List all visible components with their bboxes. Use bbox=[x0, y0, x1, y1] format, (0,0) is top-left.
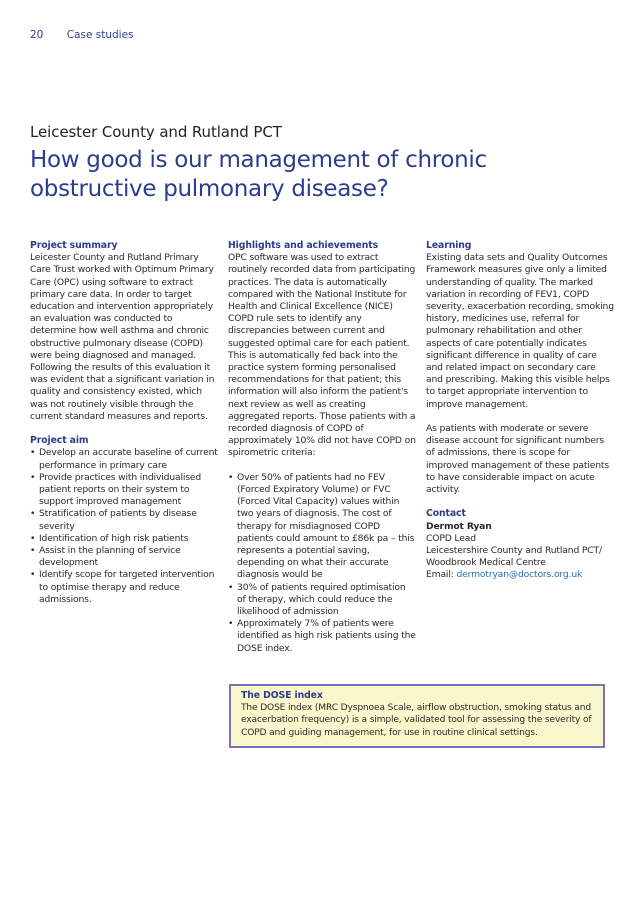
project-summary-text: Leicester County and Rutland Primary Care Trust worked with Optimum Primary Care (OPC) using software to extract primary care data. In order to target education and intervention appropriately an evaluation was conducted to determine how well asthma and chronic obstructive pulmonary disease (COPD) were being diagnosed and managed. Following the results of this evaluation it was evident that a significant variation in quality and consistency existed, which was not routinely visible through the current standard measures and reports. bbox=[30, 252, 215, 422]
list-item: • Develop an accurate baseline of current performance in primary care bbox=[30, 447, 218, 471]
page-header bbox=[30, 29, 134, 41]
contact-organisation: Leicestershire County and Rutland PCT/ Woodbrook Medical Centre bbox=[426, 545, 602, 569]
column-right bbox=[426, 240, 614, 582]
learning-paragraph-2: As patients with moderate or severe disease account for significant numbers of admissions, there is scope for improved management of these patients to have considerable impact on acute activity. bbox=[426, 423, 609, 496]
highlights-heading: Highlights and achievements bbox=[228, 240, 379, 251]
highlights-list bbox=[228, 472, 416, 655]
contact-heading: Contact bbox=[426, 508, 466, 520]
column-middle bbox=[228, 240, 416, 655]
project-aim-heading: Project aim bbox=[30, 435, 89, 447]
list-item: • 30% of patients required optimisation of therapy, which could reduce the likelihood of admission bbox=[228, 582, 416, 619]
list-item: • Stratification of patients by disease severity bbox=[30, 508, 218, 532]
project-aim-list bbox=[30, 447, 218, 606]
column-left bbox=[30, 240, 218, 606]
project-summary-heading: Project summary bbox=[30, 240, 118, 251]
email-link[interactable]: dermotryan@doctors.org.uk bbox=[456, 569, 583, 581]
list-item: • Over 50% of patients had no FEV (Forced Expiratory Volume) or FVC (Forced Vital Capacity) values within two years of diagnosis. The cost of therapy for misdiagnosed COPD patients could amount to £86k pa – this represents a potential saving, depending on what their accurate diagnosis would be bbox=[228, 472, 416, 582]
contact-name: Dermot Ryan bbox=[426, 520, 492, 532]
contact-email-line bbox=[426, 569, 614, 581]
list-item: • Provide practices with individualised patient reports on their system to support improved management bbox=[30, 472, 218, 509]
list-item: • Assist in the planning of service development bbox=[30, 545, 218, 569]
list-item: • Identification of high risk patients bbox=[30, 533, 218, 545]
email-label: Email: bbox=[426, 569, 457, 581]
dose-heading: The DOSE index bbox=[241, 690, 323, 701]
highlights-text: OPC software was used to extract routinely recorded data from participating practices. The data is automatically compared with the National Institute for Health and Clinical Excellence (NICE) COPD rule sets to identify any discrepancies between current and suggested optimal care for each patient. This is automatically fed back into the practice system forming personalised recommendations for that patient; this information will also inform the patient's next review as well as creating aggregated reports. Those patients with a recorded diagnosis of COPD of approximately 10% did not have COPD on spirometric criteria: bbox=[228, 252, 416, 459]
section-label: Case studies bbox=[66, 29, 134, 41]
page-number: 20 bbox=[30, 29, 44, 41]
learning-paragraph-1: Existing data sets and Quality Outcomes Framework measures give only a limited understanding of quality. The marked variation in recording of FEV1, COPD severity, exacerbation recording, smoking history, medicines use, referral for pulmonary rehabilitation and other aspects of care potentially indicates significant difference in quality of care and related impact on secondary care and prescribing. Making this visible helps to target appropriate intervention to improve management. bbox=[426, 252, 614, 410]
dose-text: The DOSE index (MRC Dyspnoea Scale, airflow obstruction, smoking status and exacerbation frequency) is a simple, validated tool for assessing the severity of COPD and guiding management, for use in routine clinical settings. bbox=[241, 703, 592, 738]
dose-index-box bbox=[229, 684, 605, 748]
list-item: • Identify scope for targeted intervention to optimise therapy and reduce admissions. bbox=[30, 569, 218, 606]
page-title: How good is our management of chronic obstructive pulmonary disease? bbox=[30, 147, 487, 202]
contact-role: COPD Lead bbox=[426, 532, 476, 544]
organisation-subtitle: Leicester County and Rutland PCT bbox=[30, 123, 282, 141]
list-item: • Approximately 7% of patients were identified as high risk patients using the DOSE index. bbox=[228, 618, 416, 655]
learning-heading: Learning bbox=[426, 240, 472, 251]
